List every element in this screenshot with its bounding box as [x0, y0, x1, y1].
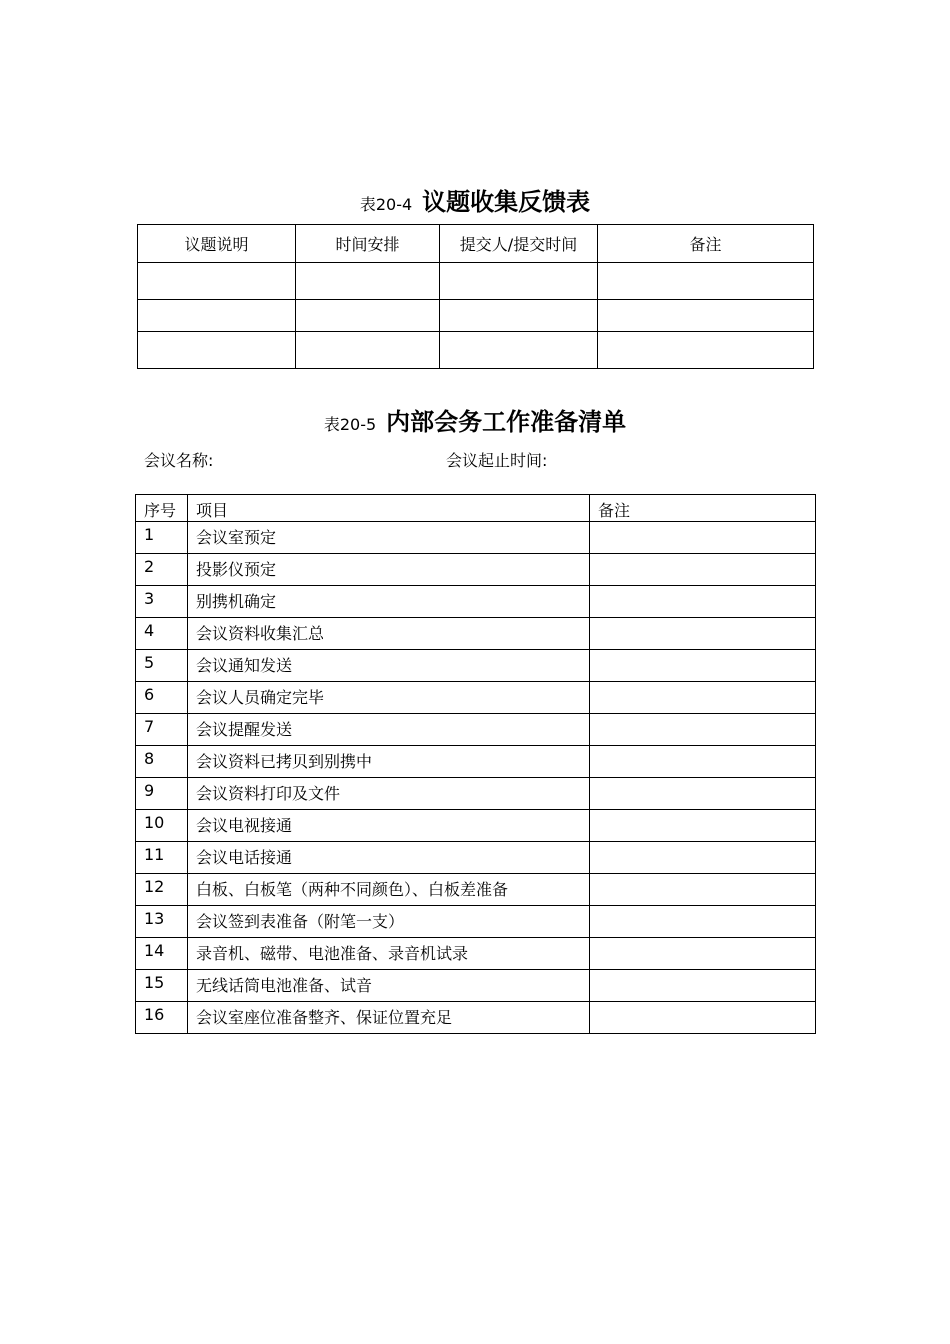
row-remarks[interactable] [590, 970, 816, 1002]
row-item: 会议资料已拷贝到别携中 [188, 746, 590, 778]
table-row [136, 842, 816, 874]
row-number: 12 [136, 874, 188, 906]
meeting-prep-checklist-table [135, 494, 816, 1034]
row-item: 别携机确定 [188, 586, 590, 618]
row-number: 15 [136, 970, 188, 1002]
table2-header-item: 项目 [188, 495, 590, 522]
row-number: 1 [136, 522, 188, 554]
table2-header-remarks: 备注 [590, 495, 816, 522]
table-row [136, 714, 816, 746]
row-number: 16 [136, 1002, 188, 1034]
table1-cell[interactable] [598, 332, 814, 369]
row-remarks[interactable] [590, 1002, 816, 1034]
row-item: 白板、白板笔（两种不同颜色）、白板差准备 [188, 874, 590, 906]
table2-caption-title: 内部会务工作准备清单 [386, 407, 627, 436]
row-remarks[interactable] [590, 650, 816, 682]
row-item: 投影仪预定 [188, 554, 590, 586]
row-item: 会议通知发送 [188, 650, 590, 682]
table1-header-remarks: 备注 [598, 225, 814, 263]
row-remarks[interactable] [590, 938, 816, 970]
row-number: 2 [136, 554, 188, 586]
table-row [136, 906, 816, 938]
table2-caption-number: 表20-5 [323, 415, 377, 434]
table-row [136, 970, 816, 1002]
row-item: 会议提醒发送 [188, 714, 590, 746]
row-remarks[interactable] [590, 682, 816, 714]
table2-header-number: 序号 [136, 495, 188, 522]
table1-row [138, 263, 814, 300]
row-item: 录音机、磁带、电池准备、录音机试录 [188, 938, 590, 970]
row-number: 4 [136, 618, 188, 650]
row-number: 11 [136, 842, 188, 874]
table-row [136, 746, 816, 778]
table1-cell[interactable] [440, 300, 598, 332]
table2-header-row [136, 495, 816, 522]
row-remarks[interactable] [590, 714, 816, 746]
row-remarks[interactable] [590, 618, 816, 650]
row-item: 无线话筒电池准备、试音 [188, 970, 590, 1002]
row-remarks[interactable] [590, 842, 816, 874]
table-row [136, 586, 816, 618]
row-remarks[interactable] [590, 746, 816, 778]
row-remarks[interactable] [590, 906, 816, 938]
table1-row [138, 300, 814, 332]
table1-cell[interactable] [440, 263, 598, 300]
table1-cell[interactable] [296, 300, 440, 332]
table1-cell[interactable] [138, 263, 296, 300]
meeting-name-label: 会议名称: [144, 451, 214, 470]
table1-caption-number: 表20-4 [359, 195, 413, 214]
table-row [136, 874, 816, 906]
row-remarks[interactable] [590, 522, 816, 554]
table-row [136, 778, 816, 810]
table1-caption [0, 182, 950, 217]
row-number: 9 [136, 778, 188, 810]
row-item: 会议签到表准备（附笔一支） [188, 906, 590, 938]
table-row [136, 554, 816, 586]
table1-row [138, 332, 814, 369]
row-item: 会议人员确定完毕 [188, 682, 590, 714]
row-remarks[interactable] [590, 586, 816, 618]
table-row [136, 650, 816, 682]
row-item: 会议室座位准备整齐、保证位置充足 [188, 1002, 590, 1034]
topic-feedback-table [137, 224, 814, 369]
table1-header-schedule: 时间安排 [296, 225, 440, 263]
table-row [136, 938, 816, 970]
table2-caption [0, 402, 950, 437]
table1-cell[interactable] [138, 332, 296, 369]
row-number: 10 [136, 810, 188, 842]
table1-cell[interactable] [598, 300, 814, 332]
table-row [136, 682, 816, 714]
table-row [136, 522, 816, 554]
table1-cell[interactable] [296, 332, 440, 369]
row-item: 会议电话接通 [188, 842, 590, 874]
table1-header-topic: 议题说明 [138, 225, 296, 263]
row-item: 会议资料收集汇总 [188, 618, 590, 650]
row-remarks[interactable] [590, 778, 816, 810]
row-remarks[interactable] [590, 554, 816, 586]
row-remarks[interactable] [590, 810, 816, 842]
table1-cell[interactable] [440, 332, 598, 369]
row-number: 7 [136, 714, 188, 746]
row-number: 6 [136, 682, 188, 714]
row-number: 14 [136, 938, 188, 970]
meeting-time-label: 会议起止时间: [446, 451, 548, 470]
row-number: 5 [136, 650, 188, 682]
row-number: 3 [136, 586, 188, 618]
table1-cell[interactable] [296, 263, 440, 300]
table-row [136, 618, 816, 650]
row-item: 会议室预定 [188, 522, 590, 554]
row-item: 会议资料打印及文件 [188, 778, 590, 810]
table-row [136, 1002, 816, 1034]
row-item: 会议电视接通 [188, 810, 590, 842]
row-remarks[interactable] [590, 874, 816, 906]
table-row [136, 810, 816, 842]
table1-caption-title: 议题收集反馈表 [422, 187, 591, 216]
row-number: 8 [136, 746, 188, 778]
table1-cell[interactable] [138, 300, 296, 332]
table1-header-submitter: 提交人/提交时间 [440, 225, 598, 263]
row-number: 13 [136, 906, 188, 938]
table1-header-row [138, 225, 814, 263]
table1-cell[interactable] [598, 263, 814, 300]
